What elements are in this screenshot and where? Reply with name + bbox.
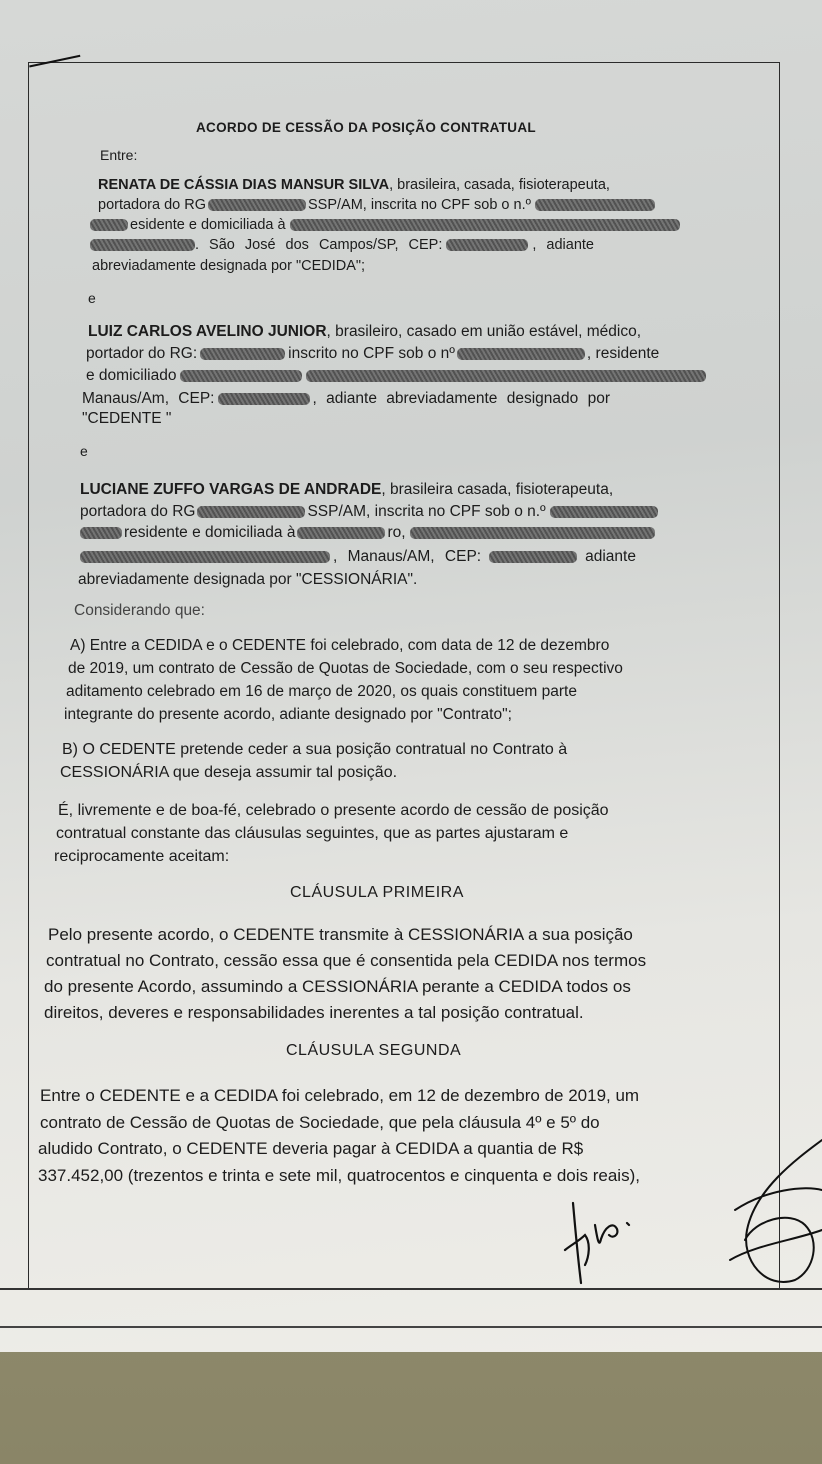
para-b-line: B) O CEDENTE pretende ceder a sua posição contratual no Contrato à — [62, 741, 568, 758]
party2-line1: LUIZ CARLOS AVELINO JUNIOR, brasileiro, casado em união estável, médico, — [88, 323, 642, 340]
separator-e: e — [80, 443, 88, 459]
party1-line1: RENATA DE CÁSSIA DIAS MANSUR SILVA, brasileira, casada, fisioterapeuta, — [98, 177, 610, 193]
para-a-line: aditamento celebrado em 16 de março de 2020, os quais constituem parte — [66, 683, 577, 700]
party1-line2: portadora do RG SSP/AM, inscrita no CPF sob o n.º — [98, 197, 655, 213]
para-a-line: A) Entre a CEDIDA e o CEDENTE foi celebrado, com data de 12 de dezembro — [70, 637, 610, 654]
party3-line5: abreviadamente designada por "CESSIONÁRIA". — [78, 571, 418, 588]
separator-e: e — [88, 290, 96, 306]
entre-label: Entre: — [100, 147, 138, 163]
redaction — [297, 527, 385, 539]
redaction — [489, 551, 577, 563]
para-e-line: É, livremente e de boa-fé, celebrado o presente acordo de cessão de posição — [58, 802, 609, 819]
party3-line2: portadora do RG SSP/AM, inscrita no CPF sob o n.º — [80, 503, 658, 521]
redaction — [80, 551, 330, 563]
redaction — [446, 239, 528, 251]
clause1-line: direitos, deveres e responsabilidades inerentes a tal posição contratual. — [44, 1003, 584, 1022]
redaction — [180, 370, 302, 382]
redaction — [535, 199, 655, 211]
party2-name: LUIZ CARLOS AVELINO JUNIOR — [88, 323, 327, 340]
party3-line1: LUCIANE ZUFFO VARGAS DE ANDRADE, brasileira casada, fisioterapeuta, — [80, 481, 614, 498]
para-e-line: reciprocamente aceitam: — [54, 848, 230, 865]
page-footer-line — [0, 1288, 822, 1290]
redaction — [80, 527, 122, 539]
party1-name: RENATA DE CÁSSIA DIAS MANSUR SILVA — [98, 177, 390, 193]
redaction — [218, 393, 310, 405]
party1-line3: esidente e domiciliada à — [90, 217, 680, 233]
clause2-line: Entre o CEDENTE e a CEDIDA foi celebrado, em 12 de dezembro de 2019, um — [40, 1086, 640, 1105]
party2-line2: portador do RG: inscrito no CPF sob o nº , residente — [86, 345, 660, 362]
redaction — [290, 219, 680, 231]
clause1-heading: CLÁUSULA PRIMEIRA — [290, 884, 464, 901]
party2-line4: Manaus/Am, CEP: , adiante abreviadamente designado por — [82, 390, 610, 407]
signature-initials — [555, 1195, 645, 1290]
party2-line3: e domiciliado — [86, 367, 706, 385]
redaction — [410, 527, 655, 539]
party1-line5: abreviadamente designada por "CEDIDA"; — [92, 258, 366, 274]
document-title: ACORDO DE CESSÃO DA POSIÇÃO CONTRATUAL — [196, 120, 536, 135]
party3-name: LUCIANE ZUFFO VARGAS DE ANDRADE — [80, 481, 382, 498]
page-footer-line — [0, 1326, 822, 1328]
clause1-line: Pelo presente acordo, o CEDENTE transmite à CESSIONÁRIA a sua posição — [48, 925, 633, 944]
para-a-line: de 2019, um contrato de Cessão de Quotas de Sociedade, com o seu respectivo — [68, 660, 623, 677]
redaction — [306, 370, 706, 382]
redaction — [208, 199, 306, 211]
redaction — [197, 506, 305, 518]
clause1-line: contratual no Contrato, cessão essa que é consentida pela CEDIDA nos termos — [46, 951, 647, 970]
party3-line4: , Manaus/AM, CEP: adiante — [80, 548, 636, 566]
redaction — [457, 348, 585, 360]
redaction — [90, 219, 128, 231]
clause2-heading: CLÁUSULA SEGUNDA — [286, 1042, 462, 1059]
clause2-line: 337.452,00 (trezentos e trinta e sete mil, quatrocentos e cinquenta e dois reais), — [38, 1166, 640, 1185]
party2-line5: "CEDENTE " — [82, 410, 172, 427]
para-a-line: integrante do presente acordo, adiante designado por "Contrato"; — [64, 706, 512, 723]
signature-flourish — [725, 1130, 822, 1300]
redaction — [90, 239, 195, 251]
clause2-line: aludido Contrato, o CEDENTE deveria pagar à CEDIDA a quantia de R$ — [38, 1139, 584, 1158]
considerando-heading: Considerando que: — [74, 602, 205, 619]
redaction — [200, 348, 285, 360]
party3-line3: residente e domiciliada à ro, — [80, 524, 655, 542]
para-b-line: CESSIONÁRIA que deseja assumir tal posição. — [60, 764, 398, 781]
para-e-line: contratual constante das cláusulas seguintes, que as partes ajustaram e — [56, 825, 569, 842]
clause1-line: do presente Acordo, assumindo a CESSIONÁRIA perante a CEDIDA todos os — [44, 977, 631, 996]
clause2-line: contrato de Cessão de Quotas de Sociedade, que pela cláusula 4º e 5º do — [40, 1113, 600, 1132]
party1-line4: . São José dos Campos/SP, CEP: , adiante — [90, 237, 594, 253]
redaction — [550, 506, 658, 518]
